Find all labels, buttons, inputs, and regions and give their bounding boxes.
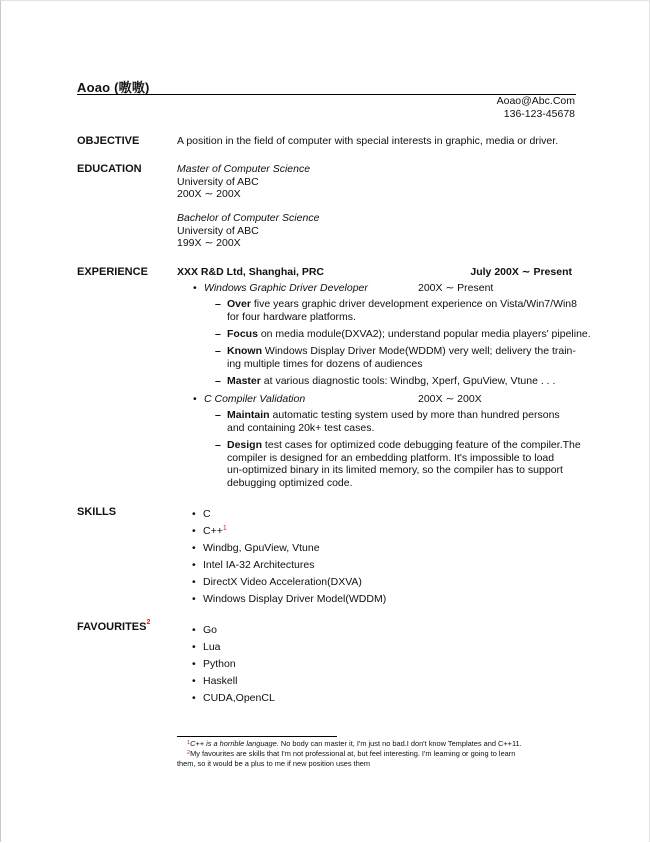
detail-key: Known [227,345,262,357]
years-text: 199X ∼ 200X [177,237,241,249]
detail-text: at various diagnostic tools: Windbg, Xperf, GpuView, Vtune . . . [260,375,556,387]
skill-text: Intel IA-32 Architectures [203,559,315,571]
role-item [193,393,306,406]
role-title: Windows Graphic Driver Developer [204,282,368,294]
role-detail [215,328,597,341]
footnote-text: My favourites are skills that I'm not professional at, but feel interesting. I'm learning or going to learn [190,749,516,758]
list-item [192,675,238,688]
school-text: University of ABC [177,175,259,188]
company-period: July 200X ∼ Present [470,266,572,278]
education-heading: EDUCATION [77,163,142,175]
skill-text: Windbg, GpuView, Vtune [203,542,320,554]
bullet-dot-icon: • [193,393,197,405]
dash-bullet-icon: – [215,375,221,387]
role-title: C Compiler Validation [204,393,306,405]
skill-text: DirectX Video Acceleration(DXVA) [203,576,362,588]
detail-text: automatic testing system used by more than hundred persons [269,409,560,421]
detail-key: Maintain [227,409,270,421]
favourites-heading [77,621,150,633]
bullet-dot-icon: • [192,624,196,636]
detail-key: Master [227,375,261,387]
experience-heading: EXPERIENCE [77,266,148,278]
list-item [192,559,315,572]
role-detail [215,345,582,370]
bullet-dot-icon: • [192,542,196,554]
footnote-mark[interactable]: 1 [222,525,227,532]
detail-text: compiler is designed for an embedding platform. It's impossible to load [227,451,555,464]
skill-text: Windows Display Driver Model(WDDM) [203,593,387,605]
role-detail [215,298,582,323]
email-text: Aoao@Abc.Com [496,95,575,107]
role-detail [215,439,587,489]
role-detail [215,409,582,434]
detail-text: test cases for optimized code debugging feature of the compiler.The [262,439,581,451]
favourite-text: Python [203,658,236,670]
list-item [192,508,211,521]
degree-text: Bachelor of Computer Science [177,212,320,224]
footnote-mark: 1 [187,740,191,746]
detail-key: Design [227,439,263,451]
dash-bullet-icon: – [215,409,221,421]
education-entry [177,163,310,201]
objective-heading: OBJECTIVE [77,135,140,147]
favourite-text: Go [203,624,218,636]
footnote-mark[interactable]: 2 [146,619,151,626]
school-text: University of ABC [177,224,259,237]
footnote-2 [177,749,587,759]
detail-text: five years graphic driver development experience on Vista/Win7/Win8 [250,298,577,310]
phone-text: 136-123-45678 [503,107,575,120]
footnote-2-cont: them, so it would be a plus to me if new position uses them [177,759,371,768]
list-item [192,658,236,671]
detail-text: Windows Display Driver Mode(WDDM) very well; delivery the train- [262,345,576,357]
favourites-heading-text: FAVOURITES [77,621,147,633]
detail-key: Focus [227,328,258,340]
dash-bullet-icon: – [215,345,221,357]
detail-text: on media module(DXVA2); understand popular media players' pipeline. [257,328,591,340]
bullet-dot-icon: • [193,282,197,294]
footnotes [177,739,587,769]
favourite-text: CUDA,OpenCL [203,692,275,704]
detail-text: for four hardware platforms. [227,310,356,323]
detail-text: un-optimized binary in its limited memory, so the compiler has to support [227,464,563,476]
role-item [193,282,368,295]
bullet-dot-icon: • [192,593,196,605]
bullet-dot-icon: • [192,508,196,520]
dash-bullet-icon: – [215,328,221,340]
skills-heading: SKILLS [77,506,117,518]
objective-text: A position in the field of computer with special interests in graphic, media or driver. [177,135,559,147]
list-item [192,542,320,555]
skill-text: C [203,508,211,520]
list-item [192,692,275,705]
bullet-dot-icon: • [192,675,196,687]
list-item [192,576,362,589]
bullet-dot-icon: • [192,658,196,670]
list-item [192,641,221,654]
footnote-rule [177,736,337,737]
role-detail [215,375,582,388]
contact-block [497,95,575,120]
list-item [192,593,387,606]
bullet-dot-icon: • [192,559,196,571]
company-name: XXX R&D Ltd, Shanghai, PRC [177,266,325,278]
bullet-dot-icon: • [192,525,196,537]
education-entry [177,212,319,250]
skill-text: C++ [203,525,223,537]
detail-text: ing multiple times for dozens of audiences [227,357,423,370]
favourite-text: Lua [203,641,221,653]
detail-text: debugging optimized code. [227,476,353,489]
footnote-1 [177,739,587,749]
resume-name: Aoao (嗷嗷) [77,80,150,95]
degree-text: Master of Computer Science [177,163,311,175]
bullet-dot-icon: • [192,641,196,653]
footnote-text: No body can master it, I'm just no bad.I don't know Templates and C++11. [278,739,522,748]
list-item [192,624,218,637]
favourite-text: Haskell [203,675,238,687]
bullet-dot-icon: • [192,692,196,704]
list-item [192,525,227,538]
role-period: 200X ∼ Present [418,282,494,294]
bullet-dot-icon: • [192,576,196,588]
footnote-italic: C++ is a horrible language. [190,739,279,748]
years-text: 200X ∼ 200X [177,188,241,200]
dash-bullet-icon: – [215,439,221,451]
detail-key: Over [227,298,251,310]
role-period: 200X ∼ 200X [418,393,482,405]
footnote-mark: 2 [187,750,191,756]
dash-bullet-icon: – [215,298,221,310]
detail-text: and containing 20k+ test cases. [227,421,375,434]
